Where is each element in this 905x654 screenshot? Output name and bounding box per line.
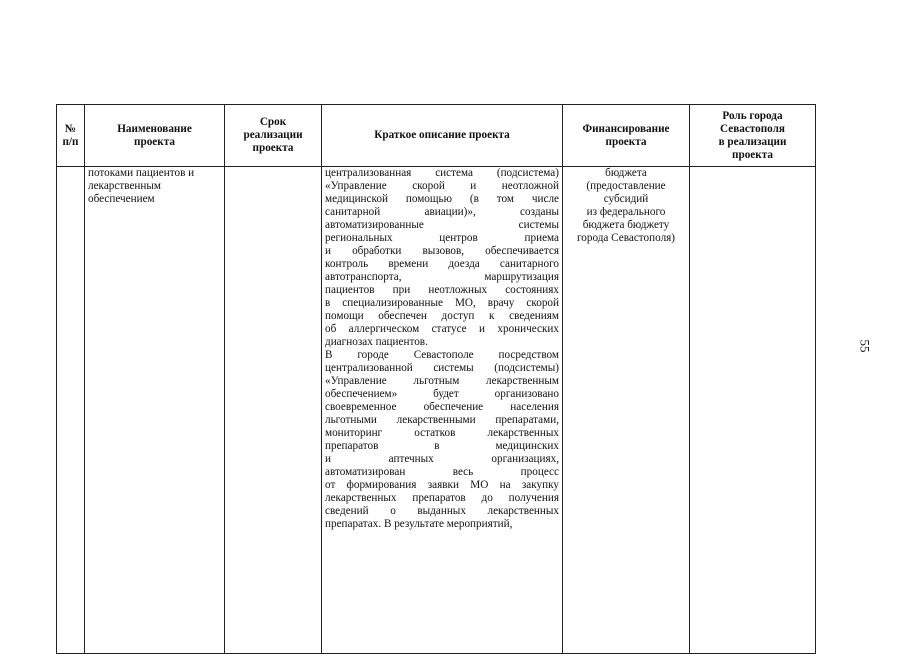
financing-line: из федерального	[586, 206, 666, 218]
description-line: региональных центров приема	[325, 232, 559, 244]
financing-line: (предоставление	[586, 180, 666, 192]
description-line: централизованной системы (подсистемы)	[325, 362, 559, 374]
description-line: В городе Севастополе посредством	[325, 349, 559, 361]
description-line: помощи обеспечен доступ к сведениям	[325, 310, 559, 322]
header-desc: Краткое описание проекта	[322, 105, 563, 167]
header-name: Наименование проекта	[85, 105, 225, 167]
name-line: потоками пациентов и	[88, 167, 195, 179]
header-role: Роль города Севастополя в реализации проекта	[690, 105, 816, 167]
financing-line: бюджета	[605, 167, 647, 179]
description-line: об аллергическом статусе и хронических	[325, 323, 559, 335]
table-header-row	[57, 105, 816, 167]
cell-name	[85, 167, 225, 654]
cell-num	[57, 167, 85, 654]
header-num: № п/п	[57, 105, 85, 167]
financing-line: города Севастополя)	[576, 232, 676, 244]
name-line: лекарственным	[88, 180, 161, 192]
description-line: пациентов при неотложных состояниях	[325, 284, 559, 296]
description-line: автоматизированные системы	[325, 219, 559, 231]
description-line: препаратах. В результате мероприятий,	[325, 518, 513, 530]
description-line: диагнозах пациентов.	[325, 336, 428, 348]
description-line: централизованная система (подсистема)	[325, 167, 559, 179]
table-row	[57, 167, 816, 654]
description-line: льготными лекарственными препаратами,	[325, 414, 559, 426]
description-line: медицинской помощью (в том числе	[325, 193, 559, 205]
cell-description	[322, 167, 563, 654]
description-line: автотранспорта, маршрутизация	[325, 271, 559, 283]
financing-line: субсидий	[603, 193, 649, 205]
description-line: обеспечением» будет организовано	[325, 388, 559, 400]
description-line: лекарственных препаратов до получения	[325, 492, 559, 504]
header-fin: Финансирование проекта	[563, 105, 690, 167]
description-line: «Управление льготным лекарственным	[325, 375, 559, 387]
page-number: 55	[857, 339, 873, 353]
description-line: в специализированные МО, врачу скорой	[325, 297, 559, 309]
description-line: сведений о выданных лекарственных	[325, 505, 559, 517]
financing-line: бюджета бюджету	[582, 219, 670, 231]
description-line: препаратов в медицинских	[325, 440, 559, 452]
description-line: своевременное обеспечение населения	[325, 401, 559, 413]
description-line: мониторинг остатков лекарственных	[325, 427, 559, 439]
description-line: санитарной авиации)», созданы	[325, 206, 559, 218]
header-term: Срок реализации проекта	[225, 105, 322, 167]
description-line: контроль времени доезда санитарного	[325, 258, 559, 270]
description-line: автоматизирован весь процесс	[325, 466, 559, 478]
name-line: обеспечением	[88, 193, 155, 205]
description-line: от формирования заявки МО на закупку	[325, 479, 559, 491]
cell-financing	[563, 167, 690, 654]
description-line: и аптечных организациях,	[325, 453, 559, 465]
description-line: и обработки вызовов, обеспечивается	[325, 245, 559, 257]
description-line: «Управление скорой и неотложной	[325, 180, 559, 192]
cell-role	[690, 167, 816, 654]
project-table	[56, 104, 816, 654]
cell-term	[225, 167, 322, 654]
